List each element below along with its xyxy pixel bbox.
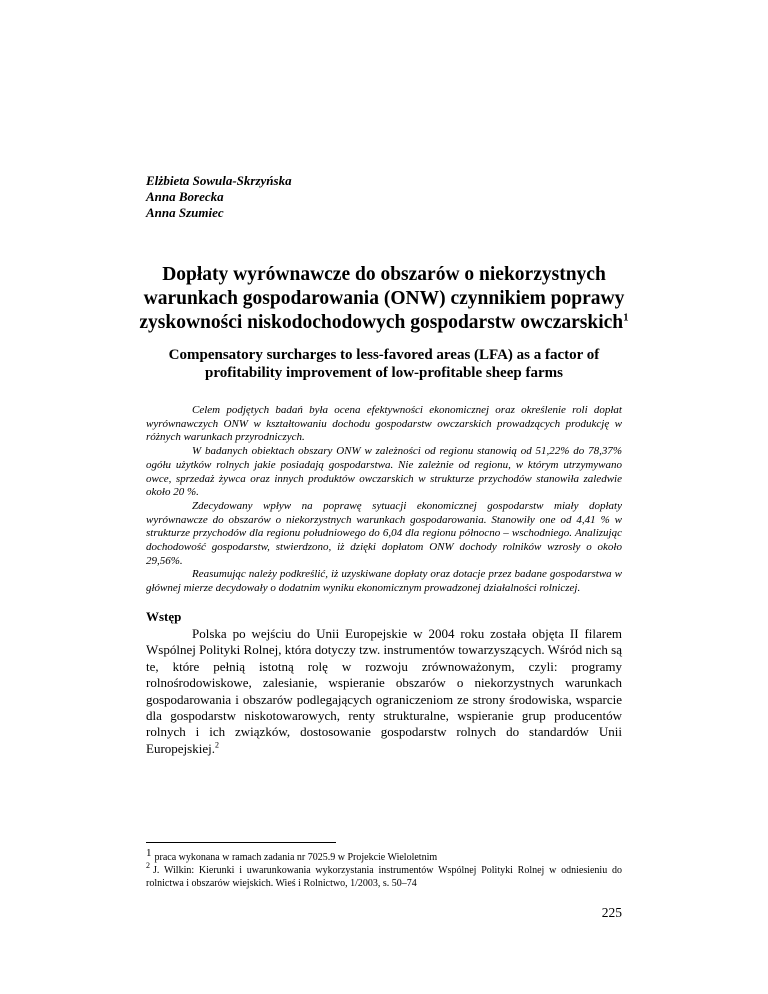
footnote-text: J. Wilkin: Kierunki i uwarunkowania wykorzystania instrumentów Wspólnej Polityki Rolnej w odniesieniu do rolnictwa i obszarów wiejskich. Wieś i Rolnictwo, 1/2003, s. 50–74 xyxy=(146,864,622,889)
footnote-divider xyxy=(146,842,336,843)
body-paragraph xyxy=(146,626,622,757)
footnote-mark: 1 xyxy=(146,846,152,859)
title-line: warunkach gospodarowania (ONW) czynnikiem poprawy xyxy=(143,288,625,309)
abstract-paragraph: Zdecydowany wpływ na poprawę sytuacji ekonomicznej gospodarstw miały dopłaty wyrównawcze do obszarów o niekorzystnych warunkach gospodarowania. Stanowiły one od 4,41 % w strukturze przychodów dla regionu południowego do 6,04 dla regionu północno – wschodniego. Analizując dochodowość gospodarstw, stwierdzono, iż dzięki dopłatom ONW dochody rolników wzrosły o około 29,56%. xyxy=(146,499,622,567)
footnote-text: praca wykonana w ramach zadania nr 7025.9 w Projekcie Wieloletnim xyxy=(154,852,438,863)
section-heading: Wstęp xyxy=(146,609,182,624)
abstract-paragraph: Reasumując należy podkreślić, iż uzyskiwane dopłaty oraz dotacje przez badane gospodarstwa w głównej mierze decydowały o dodatnim wyniku ekonomicznym prowadzonej działalności rolniczej. xyxy=(146,568,622,595)
author-name: Anna Borecka xyxy=(146,189,224,204)
title-line: Dopłaty wyrównawcze do obszarów o niekorzystnych xyxy=(162,264,606,285)
paper-title xyxy=(130,263,638,335)
author-name: Anna Szumiec xyxy=(146,205,224,220)
title-line-text: zyskowności niskodochodowych gospodarstw owczarskich xyxy=(139,312,624,333)
subtitle-line: profitability improvement of low-profitable sheep farms xyxy=(205,365,563,381)
author-list xyxy=(146,173,626,221)
body-footnote-ref[interactable]: 2 xyxy=(214,740,219,750)
author-name: Elżbieta Sowula-Skrzyńska xyxy=(146,173,292,188)
page-number: 225 xyxy=(601,905,622,920)
title-footnote-ref[interactable]: 1 xyxy=(623,311,629,324)
footnotes xyxy=(146,846,622,890)
paper-subtitle xyxy=(130,346,638,382)
subtitle-line: Compensatory surcharges to less-favored areas (LFA) as a factor of xyxy=(168,347,600,363)
footnote-item xyxy=(146,861,622,891)
footnote-mark: 2 xyxy=(146,861,150,871)
abstract xyxy=(146,404,622,596)
title-line-last xyxy=(130,311,638,335)
abstract-paragraph: Celem podjętych badań była ocena efektywności ekonomicznej oraz określenie roli dopłat wyrównawczych ONW w kształtowaniu dochodu gospodarstw owczarskich prowadzących produkcję w różnych warunkach przyrodniczych. xyxy=(146,404,622,444)
footnote-item xyxy=(146,846,622,865)
section-body xyxy=(146,626,622,757)
abstract-paragraph: W badanych obiektach obszary ONW w zależności od regionu stanowią od 51,22% do 78,37% ogółu użytków rolnych jakie posiadają gospodarstwa. Nie zależnie od regionu, w którym utrzymywano owce, sprzedaż żywca oraz innych produktów owczarskich w strukturze przychodów stanowiła zaledwie około 20 %. xyxy=(146,445,622,499)
body-paragraph-text: Polska po wejściu do Unii Europejskie w 2004 roku została objęta II filarem Wspólnej Polityki Rolnej, która dotyczy tzw. instrumentów towarzyszących. Wśród nich są te, które pełnią istotną rolę w rozwoju zrównoważonym, czyli: programy rolnośrodowiskowe, zalesianie, wspieranie obszarów o niekorzystnych warunkach gospodarowania i obszarów podlegających ograniczeniom ze strony środowiska, wsparcie dla gospodarstw niskotowarowych, renty strukturalne, wspieranie grup producentów rolnych i ich związków, dostosowanie gospodarstw rolnych do standardów Unii Europejskiej. xyxy=(146,626,622,756)
